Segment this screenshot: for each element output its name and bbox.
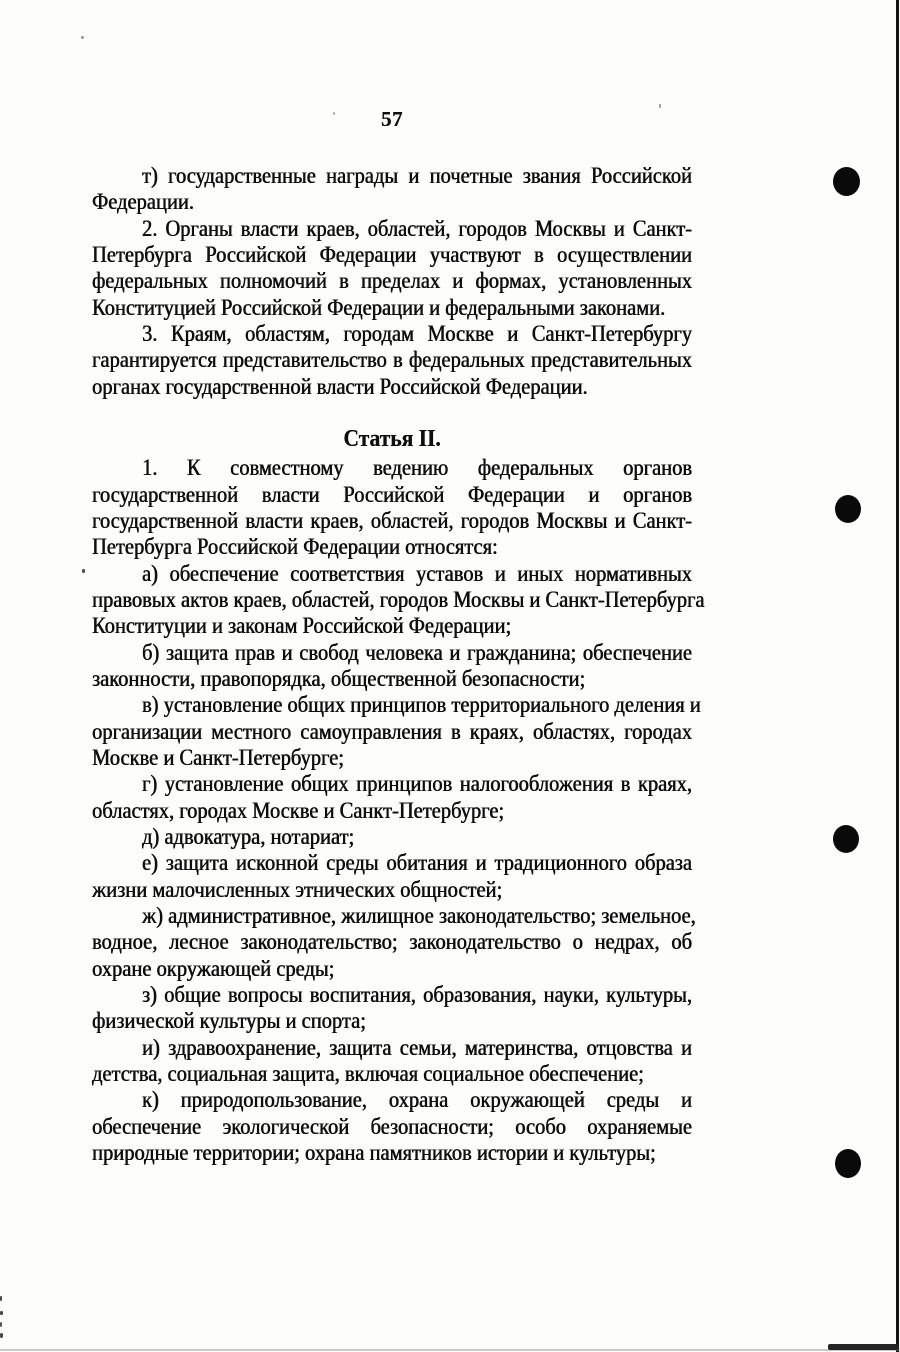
text-line: е) защита исконной среды обитания и традиционного образа [142, 850, 692, 876]
text-line: в) установление общих принципов территориального деления и [142, 692, 701, 718]
paragraph [92, 903, 696, 982]
text-line: органах государственной власти Российской Федерации. [92, 373, 588, 400]
text-line: д) адвокатура, нотариат; [142, 824, 355, 850]
intro-paragraphs [92, 163, 692, 400]
paragraph [92, 561, 705, 640]
text-line: правовых актов краев, областей, городов Москвы и Санкт-Петербурга [92, 587, 705, 613]
scan-edge-line [896, 0, 899, 1352]
scan-speck [659, 104, 661, 108]
text-line: г) установление общих принципов налогообложения в краях, [142, 771, 692, 797]
text-line: охране окружающей среды; [92, 955, 335, 982]
paragraph [92, 982, 692, 1035]
scan-speck [81, 36, 84, 39]
text-line: областях, городах Москве и Санкт-Петербурге; [92, 797, 505, 824]
text-line: 3. Краям, областям, городам Москве и Санкт-Петербургу [142, 321, 692, 347]
text-line: ж) административное, жилищное законодательство; земельное, [142, 903, 696, 929]
binder-hole-mark [833, 825, 859, 853]
binder-hole-mark [833, 167, 860, 196]
text-line: з) общие вопросы воспитания, образования, науки, культуры, [142, 982, 692, 1008]
text-line: гарантируется представительство в федеральных представительных [92, 347, 692, 373]
scan-speck [0, 1311, 3, 1315]
text-line: 2. Органы власти краев, областей, городов Москвы и Санкт- [142, 215, 692, 242]
paragraph [92, 321, 692, 400]
paragraph [92, 850, 692, 903]
paragraph [92, 1087, 692, 1166]
scan-speck [0, 1296, 2, 1301]
article-paragraphs [92, 455, 705, 1166]
text-line: Федерации. [92, 189, 194, 215]
text-line: организации местного самоуправления в краях, областях, городах [92, 718, 692, 745]
text-line: 1. К совместному ведению федеральных органов [142, 455, 692, 482]
paragraph [92, 163, 692, 216]
text-line: федеральных полномочий в пределах и формах, установленных [92, 268, 692, 294]
text-line: физической культуры и спорта; [92, 1008, 366, 1034]
text-line: природные территории; охрана памятников истории и культуры; [92, 1140, 656, 1166]
text-line: водное, лесное законодательство; законодательство о недрах, об [92, 929, 692, 955]
text-line: Петербурга Российской Федерации относятся: [92, 534, 498, 560]
paragraph [92, 455, 692, 560]
text-line: Петербурга Российской Федерации участвуют в осуществлении [92, 242, 692, 268]
scan-speck [0, 1322, 2, 1327]
paragraph [92, 692, 701, 771]
text-line: государственной власти Российской Федерации и органов [92, 482, 692, 508]
paragraph [92, 640, 692, 693]
text-line: т) государственные награды и почетные звания Российской [142, 163, 692, 189]
paragraph [92, 824, 692, 850]
scan-corner-mark [828, 1344, 898, 1350]
article-heading: Статья II. [343, 424, 441, 452]
paragraph [92, 771, 692, 824]
text-line: к) природопользование, охрана окружающей среды и [142, 1087, 692, 1113]
text-line: обеспечение экологической безопасности; особо охраняемые [92, 1113, 692, 1140]
text-line: б) защита прав и свобод человека и гражданина; обеспечение [142, 639, 692, 666]
text-line: законности, правопорядка, общественной безопасности; [92, 666, 586, 692]
paragraph [92, 1035, 692, 1088]
binder-hole-mark [835, 495, 861, 523]
text-line: Конституции и законам Российской Федерации; [92, 613, 512, 639]
scan-speck [82, 569, 85, 573]
paragraph [92, 216, 692, 321]
document-body [92, 163, 705, 1166]
text-line: Москве и Санкт-Петербурге; [92, 745, 344, 771]
text-line: а) обеспечение соответствия уставов и иных нормативных [142, 561, 692, 587]
text-line: государственной власти краев, областей, городов Москвы и Санкт- [92, 508, 692, 534]
binder-hole-mark [835, 1149, 861, 1178]
text-line: Конституцией Российской Федерации и федеральными законами. [92, 294, 666, 321]
text-line: детства, социальная защита, включая социальное обеспечение; [92, 1061, 644, 1087]
text-line: и) здравоохранение, защита семьи, материнства, отцовства и [142, 1034, 692, 1061]
page-number: 57 [381, 107, 403, 131]
scan-speck [333, 112, 335, 115]
scan-speck [0, 1333, 3, 1338]
scan-bottom-edge [0, 1349, 900, 1351]
text-line: жизни малочисленных этнических общностей; [92, 876, 503, 903]
